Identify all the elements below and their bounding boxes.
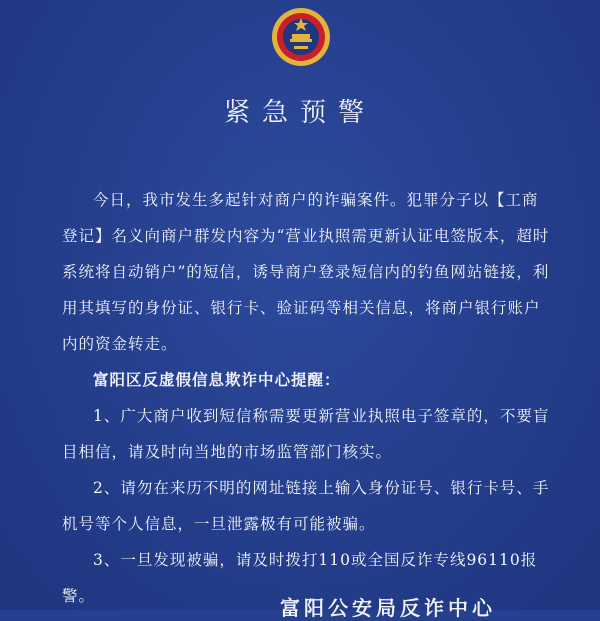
reminder-heading: 富阳区反虚假信息欺诈中心提醒： [93, 370, 341, 389]
tip-1: 1、广大商户收到短信称需要更新营业执照电子签章的，不要盲目相信，请及时向当地的市场监管部门核实。 [62, 407, 550, 461]
notice-title: 紧急预警 [223, 98, 376, 128]
police-emblem-icon [270, 6, 332, 68]
tip-3: 3、一旦发现被骗，请及时拨打110或全国反诈专线96110报警。 [62, 551, 538, 605]
footer-signature: 富阳公安局反诈中心 [280, 596, 496, 620]
tip-2: 2、请勿在来历不明的网址链接上输入身份证号、银行卡号、手机号等个人信息，一旦泄露极有可能被骗。 [62, 479, 550, 533]
intro-paragraph: 今日，我市发生多起针对商户的诈骗案件。犯罪分子以【工商登记】名义向商户群发内容为“营业执照需更新认证电签版本，超时系统将自动销户”的短信，诱导商户登录短信内的钓鱼网站链接，利用其填写的身份证、银行卡、验证码等相关信息，将商户银行账户内的资金转走。 [62, 191, 550, 353]
notice-body [62, 182, 554, 614]
